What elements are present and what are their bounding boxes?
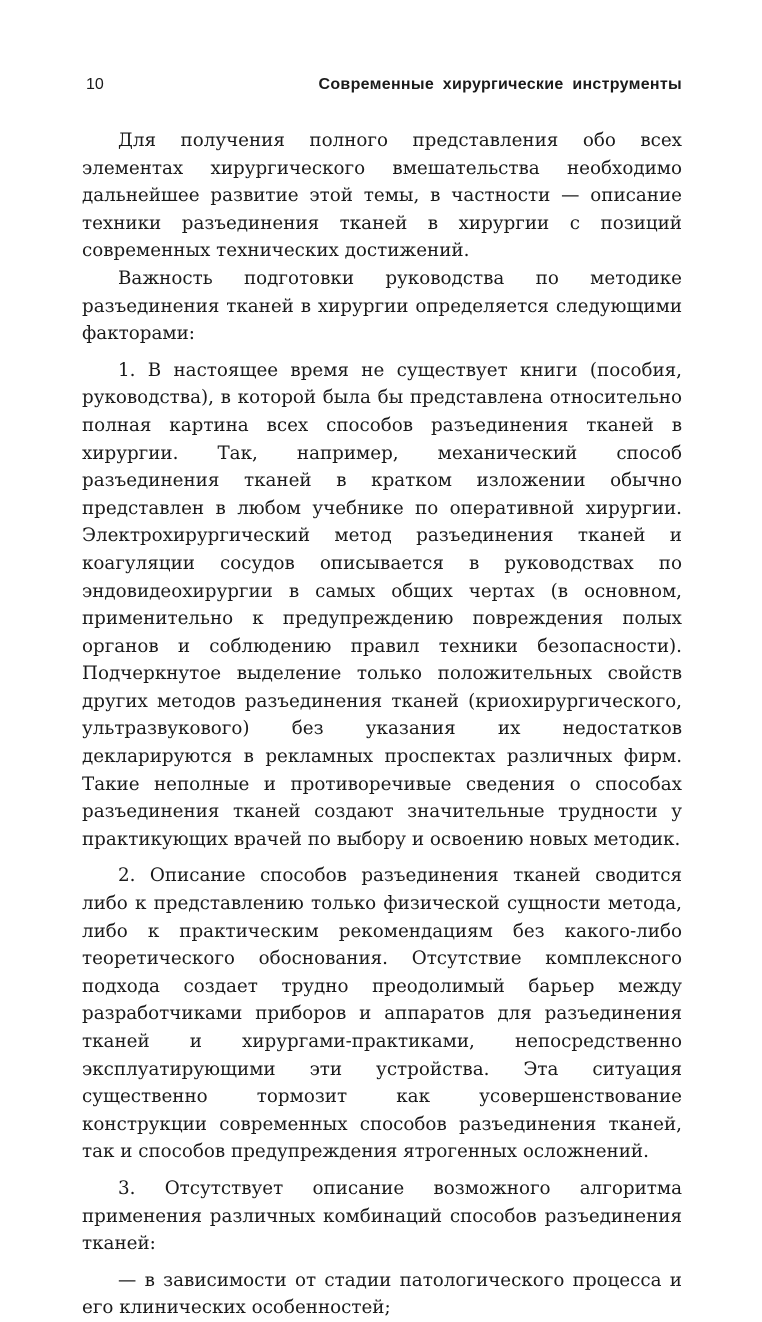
paragraph-importance: Важность подготовки руководства по методике разъединения тканей в хирургии определяется следующими факторами: bbox=[82, 267, 682, 345]
page-number: 10 bbox=[86, 76, 104, 93]
paragraph-factor-1: 1. В настоящее время не существует книги (пособия, руководства), в которой была бы представлена относительно полная картина всех способов разъединения тканей в хирургии. Так, например, механический способ разъединения тканей в кратком изложении обычно представлен в любом учебнике по оперативной хирургии. Электрохирургический метод разъединения тканей и коагуляции сосудов описывается в руководствах по эндовидеохирургии в самых общих чертах (в основном, применительно к предупреждению повреждения полых органов и соблюдению правил техники безопасности). Подчеркнутое выделение только положительных свойств других методов разъединения тканей (криохирургического, ультразвукового) без указания их недостатков декларируются в рекламных проспектах различных фирм. Такие неполные и противоречивые сведения о способах разъединения тканей создают значительные трудности у практикующих врачей по выбору и освоению новых методик. bbox=[82, 359, 682, 850]
paragraph-factor-2: 2. Описание способов разъединения тканей сводится либо к представлению только физической сущности метода, либо к практическим рекомендациям без какого-либо теоретического обоснования. Отсутствие комплексного подхода создает трудно преодолимый барьер между разработчиками приборов и аппаратов для разъединения тканей и хирургами-практиками, непосредственно эксплуатирующими эти устройства. Эта ситуация существенно тормозит как усовершенствование конструкции современных способов разъединения тканей, так и способов предупреждения ятрогенных осложнений. bbox=[82, 865, 682, 1163]
running-title: Современные хирургические инструменты bbox=[318, 76, 682, 93]
paragraph-factor-3: 3. Отсутствует описание возможного алгоритма применения различных комбинаций способов разъединения тканей: bbox=[82, 1177, 682, 1255]
book-page bbox=[82, 72, 682, 1322]
paragraph-dash-item: — в зависимости от стадии патологического процесса и его клинических особенностей; bbox=[82, 1269, 682, 1319]
running-header bbox=[82, 72, 682, 102]
body-text bbox=[82, 127, 682, 1322]
paragraph-intro: Для получения полного представления обо всех элементах хирургического вмешательства необходимо дальнейшее развитие этой темы, в частности — описание техники разъединения тканей в хирургии с позиций современных технических достижений. bbox=[82, 130, 682, 262]
